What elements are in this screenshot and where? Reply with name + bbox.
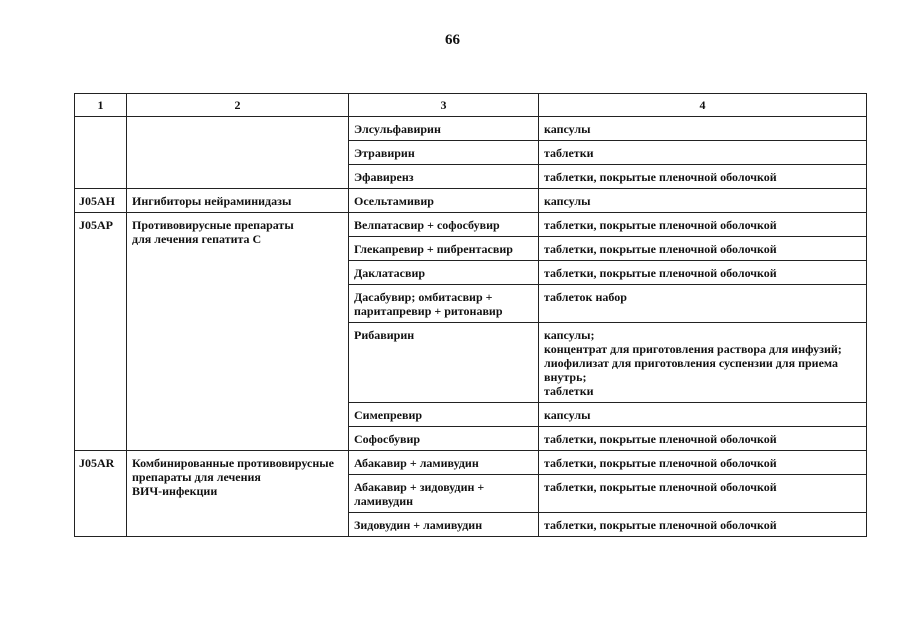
column-header-4: 4	[539, 94, 867, 117]
dosage-form-cell: таблетки, покрытые пленочной оболочкой	[539, 475, 867, 513]
dosage-form-cell: капсулы	[539, 403, 867, 427]
table-row	[75, 117, 867, 141]
dosage-form-cell: таблетки	[539, 141, 867, 165]
atc-code-cell: J05AH	[75, 189, 127, 213]
atc-code-cell	[75, 117, 127, 189]
dosage-form-cell: таблетки, покрытые пленочной оболочкой	[539, 261, 867, 285]
page-number: 66	[445, 32, 460, 48]
group-name-cell	[127, 117, 349, 189]
drug-name-cell: Рибавирин	[349, 323, 539, 403]
atc-code-cell: J05AP	[75, 213, 127, 451]
drug-name-cell: Симепревир	[349, 403, 539, 427]
dosage-form-cell: таблетки, покрытые пленочной оболочкой	[539, 165, 867, 189]
dosage-form-cell: капсулы	[539, 117, 867, 141]
group-name-cell: Противовирусные препараты для лечения гепатита С	[127, 213, 349, 451]
column-header-1: 1	[75, 94, 127, 117]
drug-name-cell: Софосбувир	[349, 427, 539, 451]
header-row	[75, 94, 867, 117]
drug-name-cell: Абакавир + зидовудин + ламивудин	[349, 475, 539, 513]
drug-name-cell: Абакавир + ламивудин	[349, 451, 539, 475]
table-row	[75, 189, 867, 213]
dosage-form-cell: таблетки, покрытые пленочной оболочкой	[539, 237, 867, 261]
drug-name-cell: Глекапревир + пибрентасвир	[349, 237, 539, 261]
drug-name-cell: Даклатасвир	[349, 261, 539, 285]
table-row	[75, 451, 867, 475]
table-body	[75, 117, 867, 537]
table-row	[75, 213, 867, 237]
dosage-form-cell: таблетки, покрытые пленочной оболочкой	[539, 513, 867, 537]
drug-name-cell: Велпатасвир + софосбувир	[349, 213, 539, 237]
dosage-form-cell: капсулы	[539, 189, 867, 213]
drug-name-cell: Дасабувир; омбитасвир + паритапревир + ритонавир	[349, 285, 539, 323]
column-header-2: 2	[127, 94, 349, 117]
dosage-form-cell: таблетки, покрытые пленочной оболочкой	[539, 213, 867, 237]
drug-table	[74, 93, 867, 537]
group-name-cell: Комбинированные противовирусные препараты для лечения ВИЧ-инфекции	[127, 451, 349, 537]
table-header	[75, 94, 867, 117]
drug-name-cell: Эфавиренз	[349, 165, 539, 189]
dosage-form-cell: таблеток набор	[539, 285, 867, 323]
column-header-3: 3	[349, 94, 539, 117]
drug-name-cell: Зидовудин + ламивудин	[349, 513, 539, 537]
drug-name-cell: Осельтамивир	[349, 189, 539, 213]
drug-name-cell: Элсульфавирин	[349, 117, 539, 141]
atc-code-cell: J05AR	[75, 451, 127, 537]
dosage-form-cell: таблетки, покрытые пленочной оболочкой	[539, 427, 867, 451]
dosage-form-cell: капсулы; концентрат для приготовления раствора для инфузий; лиофилизат для приготовления суспензии для приема внутрь; таблетки	[539, 323, 867, 403]
group-name-cell: Ингибиторы нейраминидазы	[127, 189, 349, 213]
dosage-form-cell: таблетки, покрытые пленочной оболочкой	[539, 451, 867, 475]
drug-name-cell: Этравирин	[349, 141, 539, 165]
